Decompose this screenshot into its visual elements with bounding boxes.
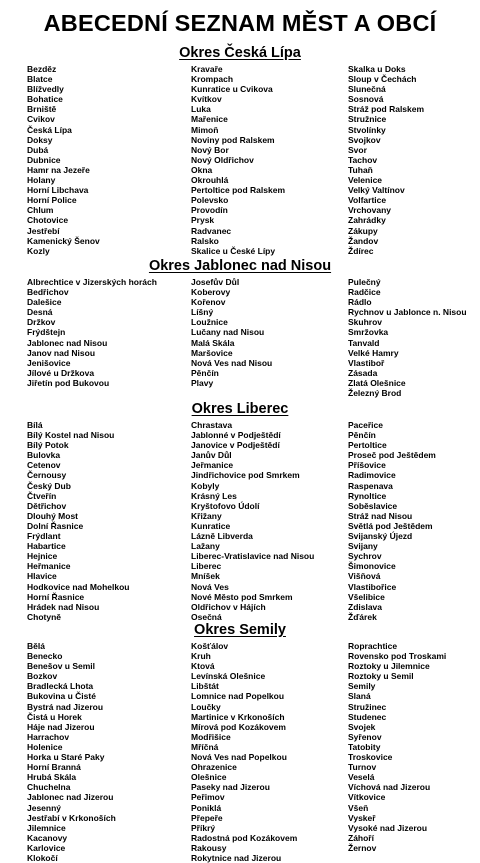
town-name: Jablonné v Podještědí [191, 430, 281, 441]
town-name: Liberec-Vratislavice nad Nisou [191, 551, 315, 562]
town-name: Česká Lípa [27, 124, 72, 135]
town-name: Jestřebí [27, 225, 60, 236]
town-name: Chuchelna [27, 782, 71, 793]
town-name: Hodkovice nad Mohelkou [27, 581, 130, 592]
town-name: Bělá [27, 641, 45, 651]
town-name: Hlavice [27, 571, 57, 582]
town-name: Kamenický Šenov [27, 235, 100, 246]
town-name: Maršovice [191, 347, 233, 358]
town-name: Chrastava [191, 420, 233, 430]
town-name: Olešnice [191, 772, 227, 783]
town-name: Turnov [348, 762, 377, 773]
town-name: Stružnice [348, 114, 387, 125]
town-name: Tuhaň [348, 164, 373, 175]
town-name: Žďárek [348, 611, 377, 622]
page-title: ABECEDNÍ SEZNAM MĚST A OBCÍ [43, 10, 437, 36]
town-name: Ktová [191, 661, 215, 672]
town-name: Žernov [348, 842, 377, 853]
town-name: Martinice v Krkonoších [191, 711, 285, 722]
town-name: Rádlo [348, 297, 372, 308]
town-name: Frýdlant [27, 531, 61, 542]
town-name: Josefův Důl [191, 277, 240, 287]
town-name: Nový Oldřichov [191, 154, 254, 165]
town-name: Držkov [27, 317, 56, 328]
town-name: Kobyly [191, 480, 220, 491]
town-name: Jenišovice [27, 357, 71, 368]
town-name: Paseky nad Jizerou [191, 782, 270, 793]
town-list-column-3 [348, 277, 478, 398]
town-name: Železný Brod [348, 388, 402, 399]
town-name: Osečná [191, 611, 222, 622]
town-name: Janov nad Nisou [27, 347, 96, 358]
town-list-column-1 [27, 277, 177, 388]
town-name: Albrechtice v Jizerských horách [27, 277, 157, 287]
town-name: Vyskeř [348, 812, 376, 823]
town-name: Zákupy [348, 225, 378, 236]
town-name: Nová Ves nad Nisou [191, 357, 273, 368]
town-name: Krásný Les [191, 490, 237, 501]
town-name: Čistá u Horek [27, 711, 82, 722]
town-name: Dlouhý Most [27, 510, 78, 521]
town-name: Jilemnice [27, 822, 66, 833]
town-name: Radvanec [191, 225, 232, 236]
town-name: Kacanovy [27, 832, 68, 843]
town-list-column-2 [191, 641, 341, 863]
town-name: Liberec [191, 561, 222, 572]
town-name: Český Dub [27, 480, 71, 491]
town-name: Jablonec nad Nisou [27, 337, 108, 348]
town-name: Soběslavice [348, 500, 398, 511]
town-name: Nové Město pod Smrkem [191, 591, 293, 602]
town-name: Dubnice [27, 154, 61, 165]
town-list-column-2 [191, 420, 341, 622]
town-name: Velký Valtínov [348, 185, 405, 196]
town-name: Čtveřín [27, 490, 57, 501]
town-name: Lučany nad Nisou [191, 327, 265, 338]
town-name: Zlatá Olešnice [348, 377, 406, 388]
town-name: Stráž nad Nisou [348, 510, 413, 521]
town-name: Rychnov u Jablonce n. Nisou [348, 307, 467, 318]
section-heading: Okres Jablonec nad Nisou [148, 258, 332, 274]
town-name: Prysk [191, 215, 215, 226]
town-name: Vrchovany [348, 205, 391, 216]
town-name: Ždírec [348, 245, 374, 256]
town-name: Pěnčín [348, 430, 376, 441]
town-name: Cvikov [27, 114, 55, 125]
town-name: Višňová [348, 571, 381, 582]
town-name: Kryštofovo Údolí [191, 500, 260, 511]
town-name: Zásada [348, 367, 378, 378]
town-name: Tatobity [348, 741, 381, 752]
town-name: Stvolínky [348, 124, 386, 135]
town-name: Noviny pod Ralskem [191, 134, 275, 145]
town-name: Vlastiboř [348, 357, 385, 368]
town-name: Benešov u Semil [27, 661, 96, 672]
town-name: Chotovice [27, 215, 69, 226]
town-name: Paceřice [348, 420, 383, 430]
town-name: Kruh [191, 651, 211, 662]
town-name: Sloup v Čechách [348, 74, 417, 85]
town-name: Svojek [348, 721, 376, 732]
town-name: Zahrádky [348, 215, 386, 226]
town-name: Příkrý [191, 822, 216, 833]
town-name: Svor [348, 144, 367, 155]
town-name: Černousy [27, 470, 67, 481]
town-name: Kravaře [191, 64, 223, 74]
town-name: Rovensko pod Troskami [348, 651, 447, 662]
town-name: Skalice u České Lípy [191, 245, 276, 256]
town-name: Bedřichov [27, 287, 69, 298]
town-name: Bílý Potok [27, 440, 69, 451]
town-name: Jílové u Držkova [27, 367, 95, 378]
town-name: Plavy [191, 377, 214, 388]
town-name: Doksy [27, 134, 53, 145]
town-name: Studenec [348, 711, 387, 722]
town-name: Dolní Řasnice [27, 520, 84, 531]
town-name: Janův Důl [191, 450, 232, 461]
town-name: Přepeře [191, 812, 223, 823]
town-name: Syřenov [348, 731, 382, 742]
town-name: Modřišice [191, 731, 231, 742]
town-name: Mříčná [191, 741, 219, 752]
town-name: Horní Řasnice [27, 591, 85, 602]
town-name: Příšovice [348, 460, 386, 471]
town-name: Rokytnice nad Jizerou [191, 852, 282, 863]
town-name: Blatce [27, 74, 53, 85]
town-list-column-2 [191, 277, 341, 388]
town-name: Velenice [348, 175, 383, 186]
town-name: Chotyně [27, 611, 61, 622]
town-name: Lomnice nad Popelkou [191, 691, 285, 702]
town-name: Peřimov [191, 792, 225, 803]
town-name: Víchová nad Jizerou [348, 782, 431, 793]
town-name: Vítkovice [348, 792, 386, 803]
section-heading: Okres Česká Lípa [179, 45, 301, 61]
town-name: Cetenov [27, 460, 61, 471]
town-name: Veselá [348, 772, 375, 783]
town-name: Pěnčín [191, 367, 219, 378]
town-name: Okna [191, 164, 213, 175]
town-name: Lažany [191, 541, 220, 552]
town-name: Okrouhlá [191, 175, 229, 186]
town-name: Brniště [27, 104, 57, 115]
town-name: Mírová pod Kozákovem [191, 721, 286, 732]
town-list-column-1 [27, 64, 177, 256]
town-name: Bohatice [27, 94, 63, 105]
town-list-column-1 [27, 420, 177, 622]
town-name: Jiřetín pod Bukovou [27, 377, 110, 388]
town-name: Vlastibořice [348, 581, 397, 592]
town-name: Jeřmanice [191, 460, 234, 471]
town-name: Dalešice [27, 297, 62, 308]
town-name: Polevsko [191, 195, 229, 206]
town-name: Frýdštejn [27, 327, 66, 338]
town-list-column-3 [348, 641, 478, 853]
town-name: Mníšek [191, 571, 220, 582]
town-name: Luka [191, 104, 211, 115]
town-name: Hejnice [27, 551, 58, 562]
town-name: Záhoří [348, 832, 374, 843]
town-name: Semily [348, 681, 376, 692]
town-name: Bílá [27, 420, 43, 430]
town-name: Velké Hamry [348, 347, 399, 358]
town-name: Ohrazenice [191, 762, 237, 773]
town-name: Holenice [27, 741, 63, 752]
town-name: Blížvedly [27, 84, 64, 95]
town-name: Dubá [27, 144, 49, 155]
town-name: Nová Ves [191, 581, 229, 592]
town-name: Žandov [348, 235, 379, 246]
town-name: Kunratice [191, 520, 231, 531]
town-name: Bulovka [27, 450, 61, 461]
town-name: Bezděz [27, 64, 57, 74]
town-name: Svojkov [348, 134, 381, 145]
town-name: Jestřabí v Krkonoších [27, 812, 116, 823]
town-name: Skalka u Doks [348, 64, 406, 74]
town-name: Proseč pod Ještědem [348, 450, 436, 461]
town-name: Radčice [348, 287, 381, 298]
town-list-column-3 [348, 64, 478, 256]
town-name: Dětřichov [27, 500, 67, 511]
town-name: Skuhrov [348, 317, 383, 328]
town-name: Raspenava [348, 480, 393, 491]
town-name: Loučky [191, 701, 221, 712]
town-name: Levínská Olešnice [191, 671, 266, 682]
town-name: Rynoltice [348, 490, 387, 501]
town-name: Sosnová [348, 94, 384, 105]
town-name: Mimoň [191, 124, 219, 135]
town-name: Heřmanice [27, 561, 71, 572]
town-name: Světlá pod Ještědem [348, 520, 433, 531]
town-name: Karlovice [27, 842, 66, 853]
town-name: Stráž pod Ralskem [348, 104, 425, 115]
town-name: Troskovice [348, 752, 393, 763]
town-name: Kunratice u Cvikova [191, 84, 273, 95]
town-name: Horní Branná [27, 762, 81, 773]
town-name: Křižany [191, 510, 222, 521]
town-name: Holany [27, 175, 56, 186]
town-name: Líšný [191, 307, 214, 318]
town-name: Provodín [191, 205, 228, 216]
town-name: Pulečný [348, 277, 381, 287]
town-name: Kvítkov [191, 94, 222, 105]
town-name: Jesenný [27, 802, 62, 813]
town-name: Pertoltice [348, 440, 387, 451]
town-name: Horka u Staré Paky [27, 752, 105, 763]
town-name: Habartice [27, 541, 66, 552]
town-name: Radostná pod Kozákovem [191, 832, 298, 843]
town-name: Hamr na Jezeře [27, 164, 90, 175]
town-name: Bozkov [27, 671, 58, 682]
town-name: Hrádek nad Nisou [27, 601, 100, 612]
town-name: Nový Bor [191, 144, 229, 155]
town-name: Smržovka [348, 327, 389, 338]
town-name: Volfartice [348, 195, 387, 206]
town-name: Malá Skála [191, 337, 235, 348]
town-name: Kozly [27, 245, 50, 256]
town-name: Roprachtice [348, 641, 398, 651]
section-heading: Okres Semily [194, 622, 286, 638]
town-name: Horní Police [27, 195, 77, 206]
town-name: Rakousy [191, 842, 227, 853]
town-name: Košťálov [191, 641, 229, 651]
town-name: Slaná [348, 691, 371, 702]
town-name: Radimovice [348, 470, 396, 481]
town-name: Sychrov [348, 551, 382, 562]
town-name: Mařenice [191, 114, 228, 125]
town-name: Jablonec nad Jizerou [27, 792, 114, 803]
town-name: Lázně Libverda [191, 531, 253, 542]
town-name: Koberovy [191, 287, 231, 298]
town-name: Stružinec [348, 701, 387, 712]
town-name: Kořenov [191, 297, 226, 308]
town-name: Jindřichovice pod Smrkem [191, 470, 300, 481]
town-list-column-3 [348, 420, 478, 622]
town-name: Bílý Kostel nad Nisou [27, 430, 115, 441]
town-name: Benecko [27, 651, 63, 662]
town-list-column-1 [27, 641, 177, 863]
town-name: Chlum [27, 205, 54, 216]
town-name: Hrubá Skála [27, 772, 77, 783]
town-name: Horní Libchava [27, 185, 89, 196]
town-name: Klokočí [27, 852, 58, 863]
town-name: Poniklá [191, 802, 222, 813]
town-list-column-2 [191, 64, 341, 256]
town-name: Bystrá nad Jizerou [27, 701, 104, 712]
town-name: Všeň [348, 802, 369, 813]
town-name: Tachov [348, 154, 378, 165]
town-name: Harrachov [27, 731, 70, 742]
town-name: Ralsko [191, 235, 219, 246]
section-heading: Okres Liberec [191, 401, 289, 417]
town-name: Svijany [348, 541, 378, 552]
town-name: Roztoky u Semil [348, 671, 414, 682]
town-name: Háje nad Jizerou [27, 721, 95, 732]
town-name: Oldřichov v Hájích [191, 601, 266, 612]
town-name: Šimonovice [348, 561, 396, 572]
town-name: Vysoké nad Jizerou [348, 822, 428, 833]
town-name: Desná [27, 307, 53, 318]
town-name: Bukovina u Čisté [27, 691, 96, 702]
town-name: Pertoltice pod Ralskem [191, 185, 286, 196]
town-name: Svijanský Újezd [348, 531, 413, 542]
town-name: Zdislava [348, 601, 383, 612]
town-name: Krompach [191, 74, 234, 85]
town-name: Slunečná [348, 84, 386, 95]
town-name: Bradlecká Lhota [27, 681, 94, 692]
town-name: Tanvald [348, 337, 380, 348]
town-name: Loužnice [191, 317, 228, 328]
town-name: Nová Ves nad Popelkou [191, 752, 287, 763]
town-name: Všelibice [348, 591, 385, 602]
town-name: Janovice v Podještědí [191, 440, 280, 451]
town-name: Roztoky u Jilemnice [348, 661, 430, 672]
town-name: Libštát [191, 681, 219, 692]
